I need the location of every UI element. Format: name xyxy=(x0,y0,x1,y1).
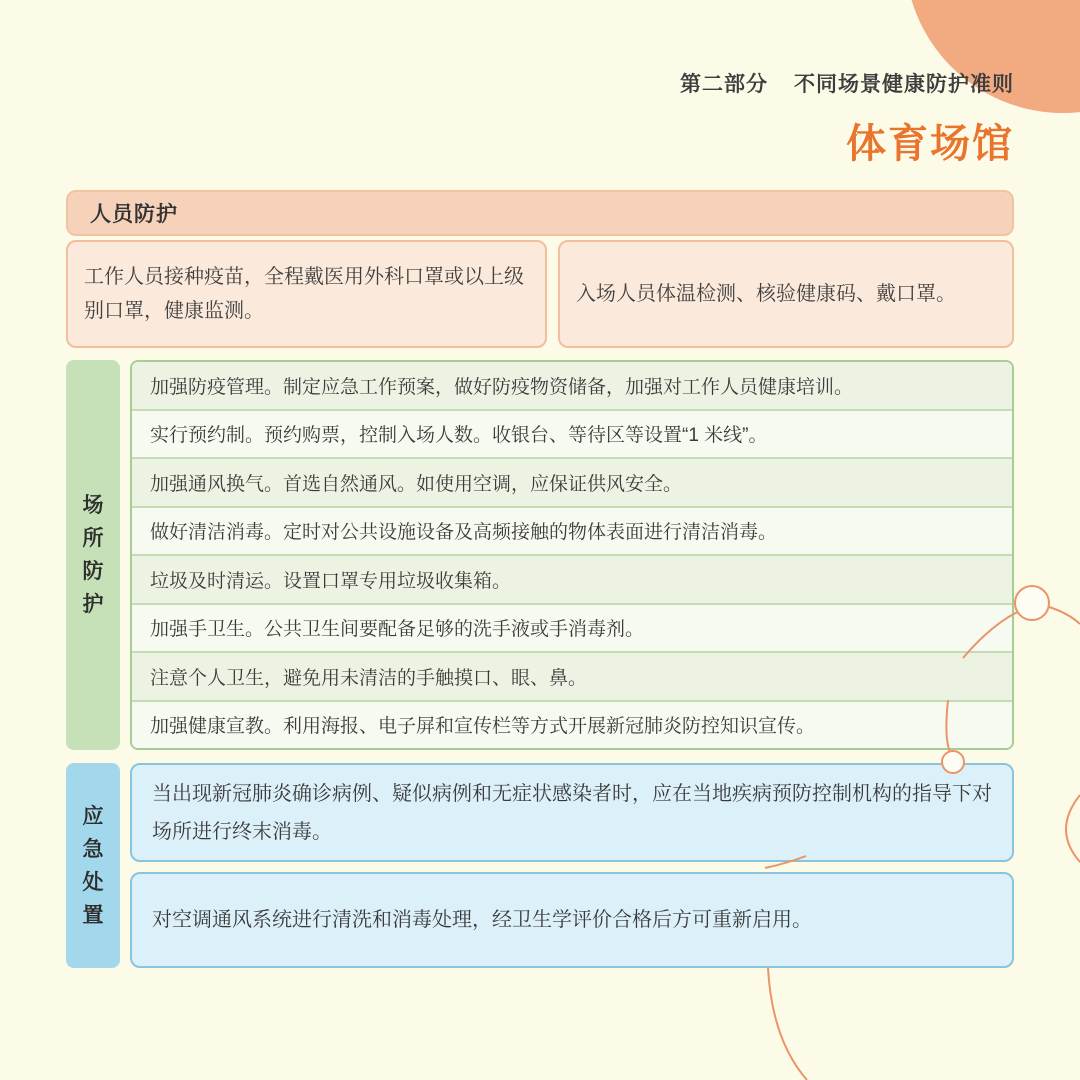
venue-measure-row: 加强健康宣教。利用海报、电子屏和宣传栏等方式开展新冠肺炎防控知识宣传。 xyxy=(132,702,1012,749)
venue-measure-row: 注意个人卫生，避免用未清洁的手触摸口、眼、鼻。 xyxy=(132,653,1012,702)
personnel-card-visitors xyxy=(558,240,1014,348)
personnel-card-staff-text: 工作人员接种疫苗，全程戴医用外科口罩或以上级别口罩，健康监测。 xyxy=(84,266,524,322)
breadcrumb-part-label: 第二部分 xyxy=(680,73,768,96)
emergency-section-label xyxy=(66,763,120,968)
emergency-card-terminal-disinfection-text: 当出现新冠肺炎确诊病例、疑似病例和无症状感染者时，应在当地疾病预防控制机构的指导下对场所进行终末消毒。 xyxy=(152,782,992,843)
breadcrumb-part-title: 不同场景健康防护准则 xyxy=(794,73,1014,96)
personnel-card-visitors-text: 入场人员体温检测、核验健康码、戴口罩。 xyxy=(576,283,956,305)
venue-measure-row: 垃圾及时清运。设置口罩专用垃圾收集箱。 xyxy=(132,556,1012,605)
breadcrumb xyxy=(680,68,1014,98)
emergency-card-hvac xyxy=(130,872,1014,968)
venue-measure-row: 加强通风换气。首选自然通风。如使用空调，应保证供风安全。 xyxy=(132,459,1012,508)
emergency-section-label-text: 应急处置 xyxy=(82,804,104,927)
venue-measure-row: 加强手卫生。公共卫生间要配备足够的洗手液或手消毒剂。 xyxy=(132,605,1012,654)
emergency-card-terminal-disinfection xyxy=(130,763,1014,862)
venue-measure-row: 加强防疫管理。制定应急工作预案，做好防疫物资储备，加强对工作人员健康培训。 xyxy=(132,362,1012,411)
personnel-section-header: 人员防护 xyxy=(66,190,1014,236)
venue-measure-row: 实行预约制。预约购票，控制入场人数。收银台、等待区等设置“1 米线”。 xyxy=(132,411,1012,460)
personnel-card-staff xyxy=(66,240,547,348)
venue-measure-row: 做好清洁消毒。定时对公共设施设备及高频接触的物体表面进行清洁消毒。 xyxy=(132,508,1012,557)
venue-measures-table xyxy=(130,360,1014,750)
emergency-card-hvac-text: 对空调通风系统进行清洗和消毒处理，经卫生学评价合格后方可重新启用。 xyxy=(152,909,812,931)
venue-section-label-text: 场所防护 xyxy=(82,494,104,616)
venue-section-label xyxy=(66,360,120,750)
page-title: 体育场馆 xyxy=(846,122,1014,166)
